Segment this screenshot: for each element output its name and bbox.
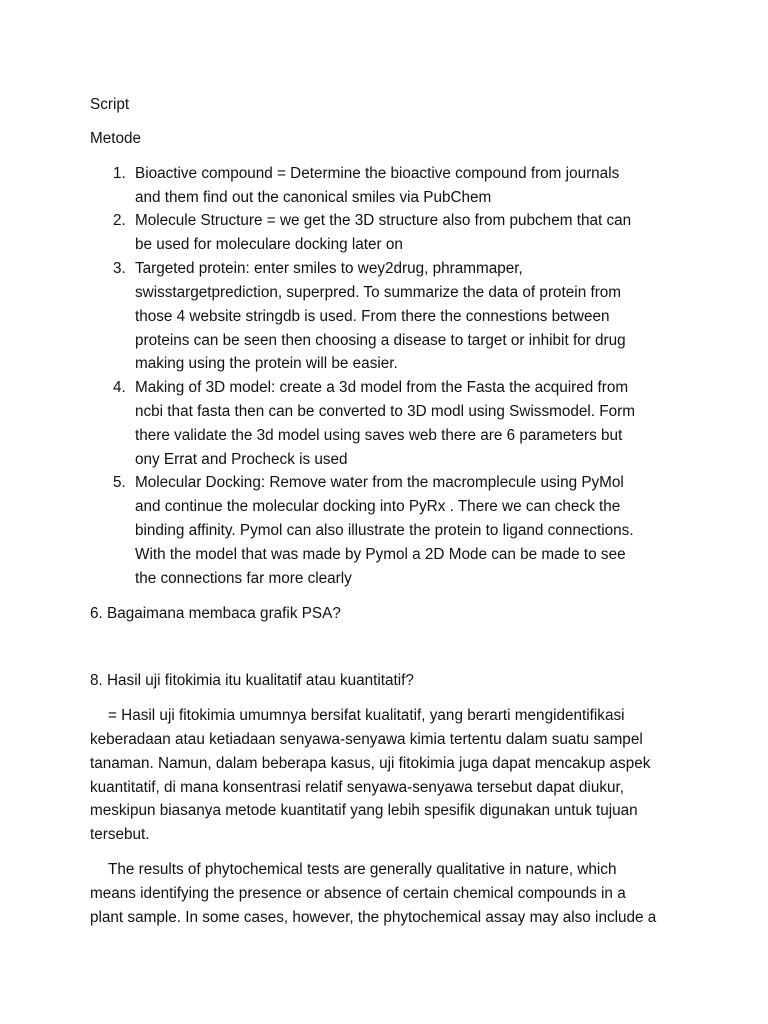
question-6: 6. Bagaimana membaca grafik PSA? (90, 605, 341, 622)
list-item-text: Molecular Docking: Remove water from the macromplecule using PyMol (135, 474, 624, 491)
list-item-text: swisstargetprediction, superpred. To summarize the data of protein from (135, 284, 622, 301)
paragraph-line: means identifying the presence or absence of certain chemical compounds in a (90, 885, 626, 902)
list-item-text: ony Errat and Procheck is used (135, 451, 348, 468)
list-item-text: binding affinity. Pymol can also illustrate the protein to ligand connections. (135, 522, 634, 539)
list-item-text: Targeted protein: enter smiles to wey2drug, phrammaper, (135, 260, 523, 277)
list-item-text: making using the protein will be easier. (135, 355, 398, 372)
question-8: 8. Hasil uji fitokimia itu kualitatif atau kuantitatif? (90, 672, 414, 689)
list-number: 5. (113, 474, 126, 491)
list-number: 3. (113, 260, 126, 277)
list-item-text: ncbi that fasta then can be converted to 3D modl using Swissmodel. Form (135, 403, 635, 420)
list-item-text: Molecule Structure = we get the 3D structure also from pubchem that can (135, 212, 632, 229)
paragraph-line: The results of phytochemical tests are generally qualitative in nature, which (108, 861, 617, 878)
paragraph-line: meskipun biasanya metode kuantitatif yang lebih spesifik digunakan untuk tujuan (90, 802, 638, 819)
list-item-text: With the model that was made by Pymol a 2D Mode can be made to see (135, 546, 626, 563)
list-number: 2. (113, 212, 126, 229)
list-item-text: and them find out the canonical smiles via PubChem (135, 189, 492, 206)
list-item-text: Bioactive compound = Determine the bioactive compound from journals (135, 165, 620, 182)
list-item-text: be used for moleculare docking later on (135, 236, 403, 253)
paragraph-line: keberadaan atau ketiadaan senyawa-senyawa kimia tertentu dalam suatu sampel (90, 731, 643, 748)
paragraph-line: kuantitatif, di mana konsentrasi relatif senyawa-senyawa tersebut dapat diukur, (90, 779, 624, 796)
list-number: 4. (113, 379, 126, 396)
document-title: Script (90, 96, 130, 113)
list-item-text: Making of 3D model: create a 3d model from the Fasta the acquired from (135, 379, 629, 396)
list-item-text: and continue the molecular docking into PyRx . There we can check the (135, 498, 621, 515)
list-item-text: proteins can be seen then choosing a disease to target or inhibit for drug (135, 332, 626, 349)
paragraph-line: plant sample. In some cases, however, the phytochemical assay may also include a (90, 909, 657, 926)
list-number: 1. (113, 165, 126, 182)
paragraph-line: = Hasil uji fitokimia umumnya bersifat kualitatif, yang berarti mengidentifikasi (108, 707, 625, 724)
list-item-text: there validate the 3d model using saves web there are 6 parameters but (135, 427, 623, 444)
paragraph-line: tanaman. Namun, dalam beberapa kasus, uji fitokimia juga dapat mencakup aspek (90, 755, 651, 772)
section-heading: Metode (90, 130, 142, 147)
list-item-text: those 4 website stringdb is used. From there the connestions between (135, 308, 610, 325)
paragraph-line: tersebut. (90, 826, 150, 843)
list-item-text: the connections far more clearly (135, 570, 352, 587)
